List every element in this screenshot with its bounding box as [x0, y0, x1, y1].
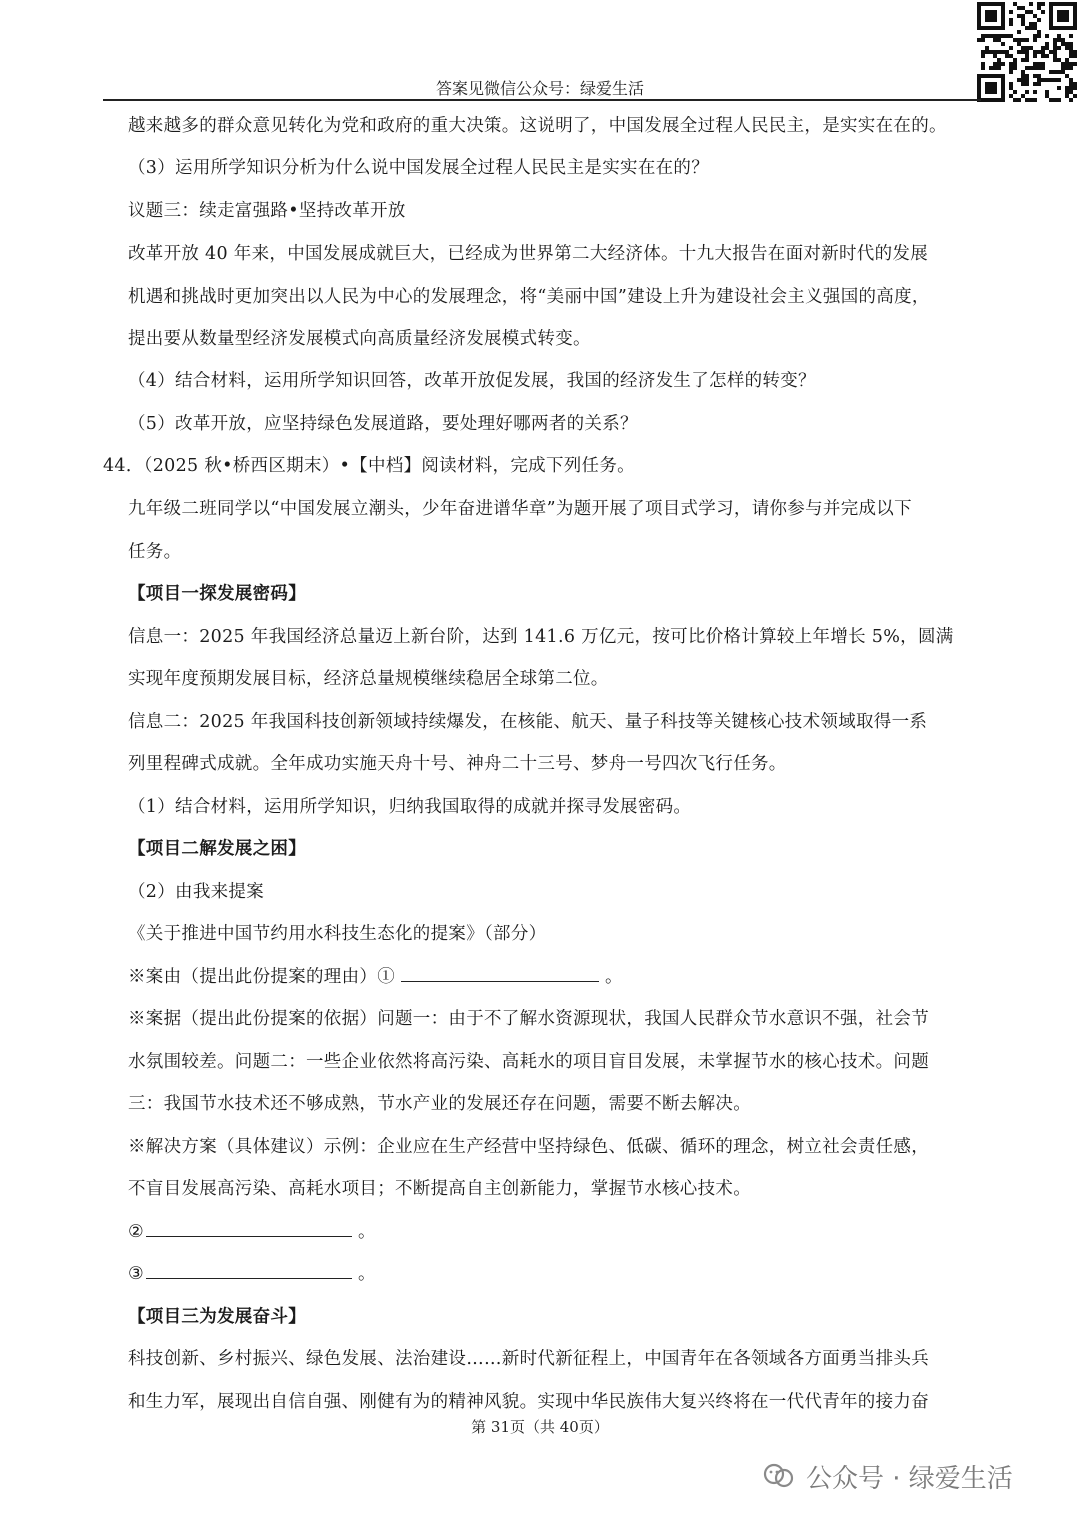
wechat-brand — [762, 1456, 1013, 1496]
text-line: 越来越多的群众意见转化为党和政府的重大决策。这说明了，中国发展全过程人民民主，是实实在在的。 — [128, 116, 947, 136]
text-line: 和生力军，展现出自信自强、刚健有为的精神风貌。实现中华民族伟大复兴终将在一代代青年的接力奋 — [128, 1392, 929, 1412]
question-44-heading: 44．（2025 秋•桥西区期末）•【中档】阅读材料，完成下列任务。 — [103, 456, 635, 476]
info-1-line: 信息一：2025 年我国经济总量迈上新台阶，达到 141.6 万亿元，按可比价格计算较上年增长 5%，圆满 — [128, 627, 954, 647]
topic-heading: 议题三：续走富强路•坚持改革开放 — [128, 201, 406, 221]
brand-name: 公众号 · 绿爱生活 — [806, 1463, 1013, 1494]
text-line: 九年级二班同学以“中国发展立潮头，少年奋进谱华章”为题开展了项目式学习，请你参与并完成以下 — [128, 499, 912, 519]
question-5: （5）改革开放，应坚持绿色发展道路，要处理好哪两者的关系？ — [128, 414, 638, 434]
answer-blank-3[interactable] — [146, 1262, 352, 1279]
text-line: 不盲目发展高污染、高耗水项目；不断提高自主创新能力，掌握节水核心技术。 — [128, 1179, 751, 1199]
page-number: 第 31页（共 40页） — [471, 1418, 609, 1436]
text-line: 提出要从数量型经济发展模式向高质量经济发展模式转变。 — [128, 329, 591, 349]
text-line: 任务。 — [128, 542, 182, 562]
text-line: 水氛围较差。问题二：一些企业依然将高污染、高耗水的项目盲目发展，未掌握节水的核心技术。问题 — [128, 1052, 929, 1072]
text-line: ※解决方案（具体建议）示例：企业应在生产经营中坚持绿色、低碳、循环的理念，树立社会责任感， — [128, 1137, 929, 1157]
answer-blank-1[interactable] — [401, 965, 599, 982]
task-2: （2）由我来提案 — [128, 882, 265, 902]
task-1: （1）结合材料，运用所学知识，归纳我国取得的成就并探寻发展密码。 — [128, 797, 692, 817]
question-3: （3）运用所学知识分析为什么说中国发展全过程人民民主是实实在在的？ — [128, 158, 710, 178]
text-line: 三：我国节水技术还不够成熟，节水产业的发展还存在问题，需要不断去解决。 — [128, 1094, 751, 1114]
info-2-line: 列里程碑式成就。全年成功实施天舟十号、神舟二十三号、梦舟一号四次飞行任务。 — [128, 754, 787, 774]
wechat-icon — [762, 1461, 796, 1491]
header-title: 答案见微信公众号：绿爱生活 — [435, 79, 644, 98]
proposal-title: 《关于推进中国节约用水科技生态化的提案》（部分） — [128, 924, 547, 944]
info-2-line: 信息二：2025 年我国科技创新领域持续爆发，在核能、航天、量子科技等关键核心技术领域取得一系 — [128, 712, 928, 732]
project-2-heading: 【项目二解发展之困】 — [128, 839, 306, 859]
proposal-reason-label: ※案由（提出此份提案的理由）① — [128, 967, 395, 987]
answer-row-3 — [128, 1260, 376, 1285]
project-3-heading: 【项目三为发展奋斗】 — [128, 1307, 306, 1327]
blank-period: 。 — [358, 1264, 376, 1284]
answer-marker-2: ② — [128, 1222, 144, 1242]
blank-period: 。 — [605, 967, 623, 987]
text-line: 机遇和挑战时更加突出以人民为中心的发展理念，将“美丽中国”建设上升为建设社会主义强国的高度， — [128, 287, 930, 307]
text-line: 改革开放 40 年来，中国发展成就巨大，已经成为世界第二大经济体。十九大报告在面对新时代的发展 — [128, 244, 928, 264]
blank-period: 。 — [358, 1222, 376, 1242]
answer-row-2 — [128, 1218, 376, 1243]
header-divider — [103, 99, 981, 101]
answer-blank-2[interactable] — [146, 1220, 352, 1237]
proposal-reason-row — [128, 963, 623, 988]
answer-marker-3: ③ — [128, 1264, 144, 1284]
text-line: ※案据（提出此份提案的依据）问题一：由于不了解水资源现状，我国人民群众节水意识不强，社会节 — [128, 1009, 929, 1029]
question-4: （4）结合材料，运用所学知识回答，改革开放促发展，我国的经济发生了怎样的转变？ — [128, 371, 816, 391]
project-1-heading: 【项目一探发展密码】 — [128, 584, 306, 604]
text-line: 科技创新、乡村振兴、绿色发展、法治建设……新时代新征程上，中国青年在各领域各方面勇当排头兵 — [128, 1349, 929, 1369]
info-1-line: 实现年度预期发展目标，经济总量规模继续稳居全球第二位。 — [128, 669, 609, 689]
